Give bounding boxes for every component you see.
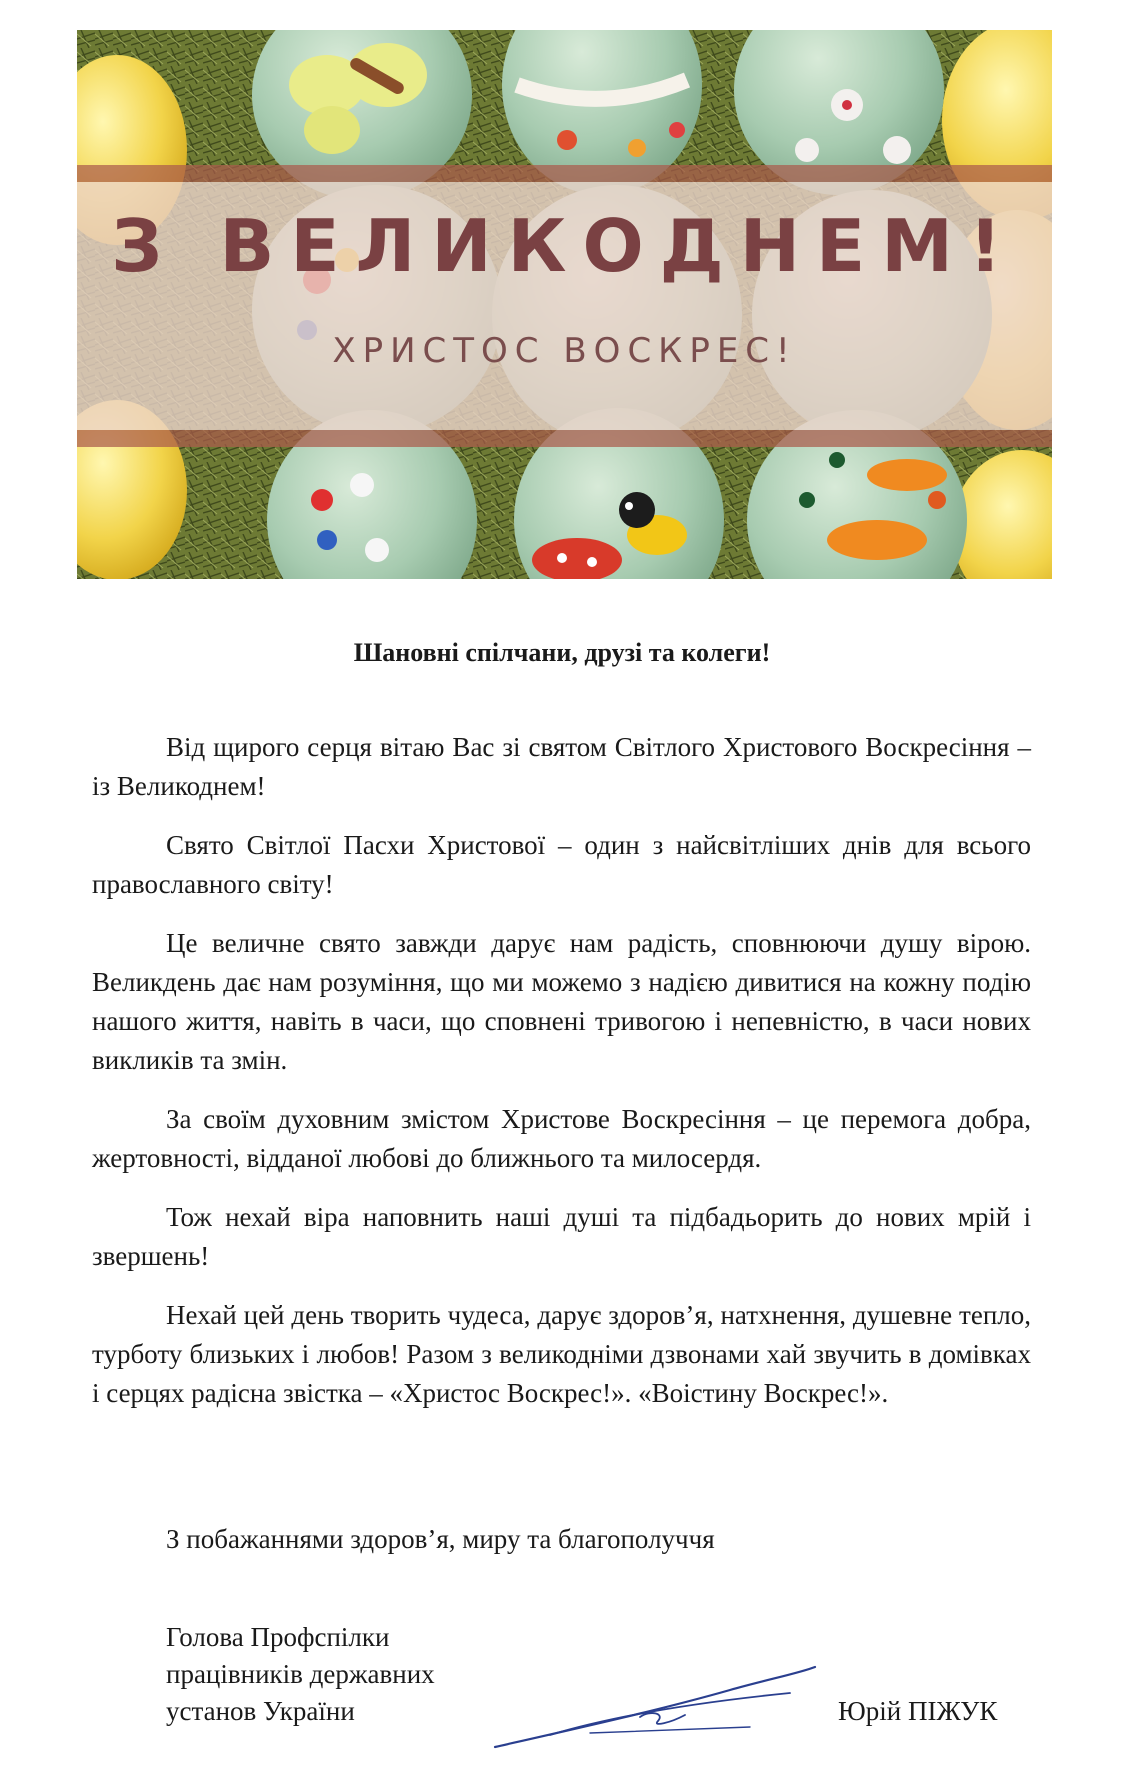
handwritten-signature xyxy=(490,1655,830,1755)
letter-paragraph: За своїм духовним змістом Христове Воскресіння – це перемога добра, жертовності, відданої любові до ближнього та милосердя. xyxy=(92,1104,1031,1173)
letter-paragraph: Це величне свято завжди дарує нам радість, сповнюючи душу вірою. Великдень дає нам розуміння, що ми можемо з надією дивитися на кожну подію нашого життя, навіть в часи, що сповнені тривогою і непевністю, в часи нових викликів та змін. xyxy=(92,928,1031,1075)
easter-banner xyxy=(77,30,1052,579)
letter-body xyxy=(92,728,1031,1433)
signer-title-line: Голова Профспілки xyxy=(166,1622,390,1652)
letter-greeting: Шановні спілчани, друзі та колеги! xyxy=(353,638,771,667)
signer-title xyxy=(166,1619,435,1730)
banner-stripe-bottom xyxy=(77,430,1052,447)
banner-headline: З ВЕЛИКОДНЕМ! xyxy=(111,204,1018,288)
signer-title-line: працівників державних xyxy=(166,1659,435,1689)
closing-wishes: З побажаннями здоров’я, миру та благополуччя xyxy=(166,1524,715,1554)
banner-subline: ХРИСТОС ВОСКРЕС! xyxy=(332,331,797,371)
letter-paragraph: Тож нехай віра наповнить наші душі та підбадьорить до нових мрій і звершень! xyxy=(92,1202,1031,1271)
letter-paragraph: Свято Світлої Пасхи Христової – один з найсвітліших днів для всього православного світу! xyxy=(92,830,1031,899)
banner-stripe-top xyxy=(77,165,1052,182)
letter-paragraph: Від щирого серця вітаю Вас зі святом Світлого Христового Воскресіння – із Великоднем! xyxy=(92,732,1031,801)
signer-name: Юрій ПІЖУК xyxy=(838,1696,998,1726)
signer-title-line: установ України xyxy=(166,1696,355,1726)
letter-paragraph: Нехай цей день творить чудеса, дарує здоров’я, натхнення, душевне тепло, турботу близьких і любов! Разом з великодніми дзвонами хай звучить в домівках і серцях радісна звістка – «Христос Воскрес!». «Воістину Воскрес!». xyxy=(92,1300,1031,1408)
